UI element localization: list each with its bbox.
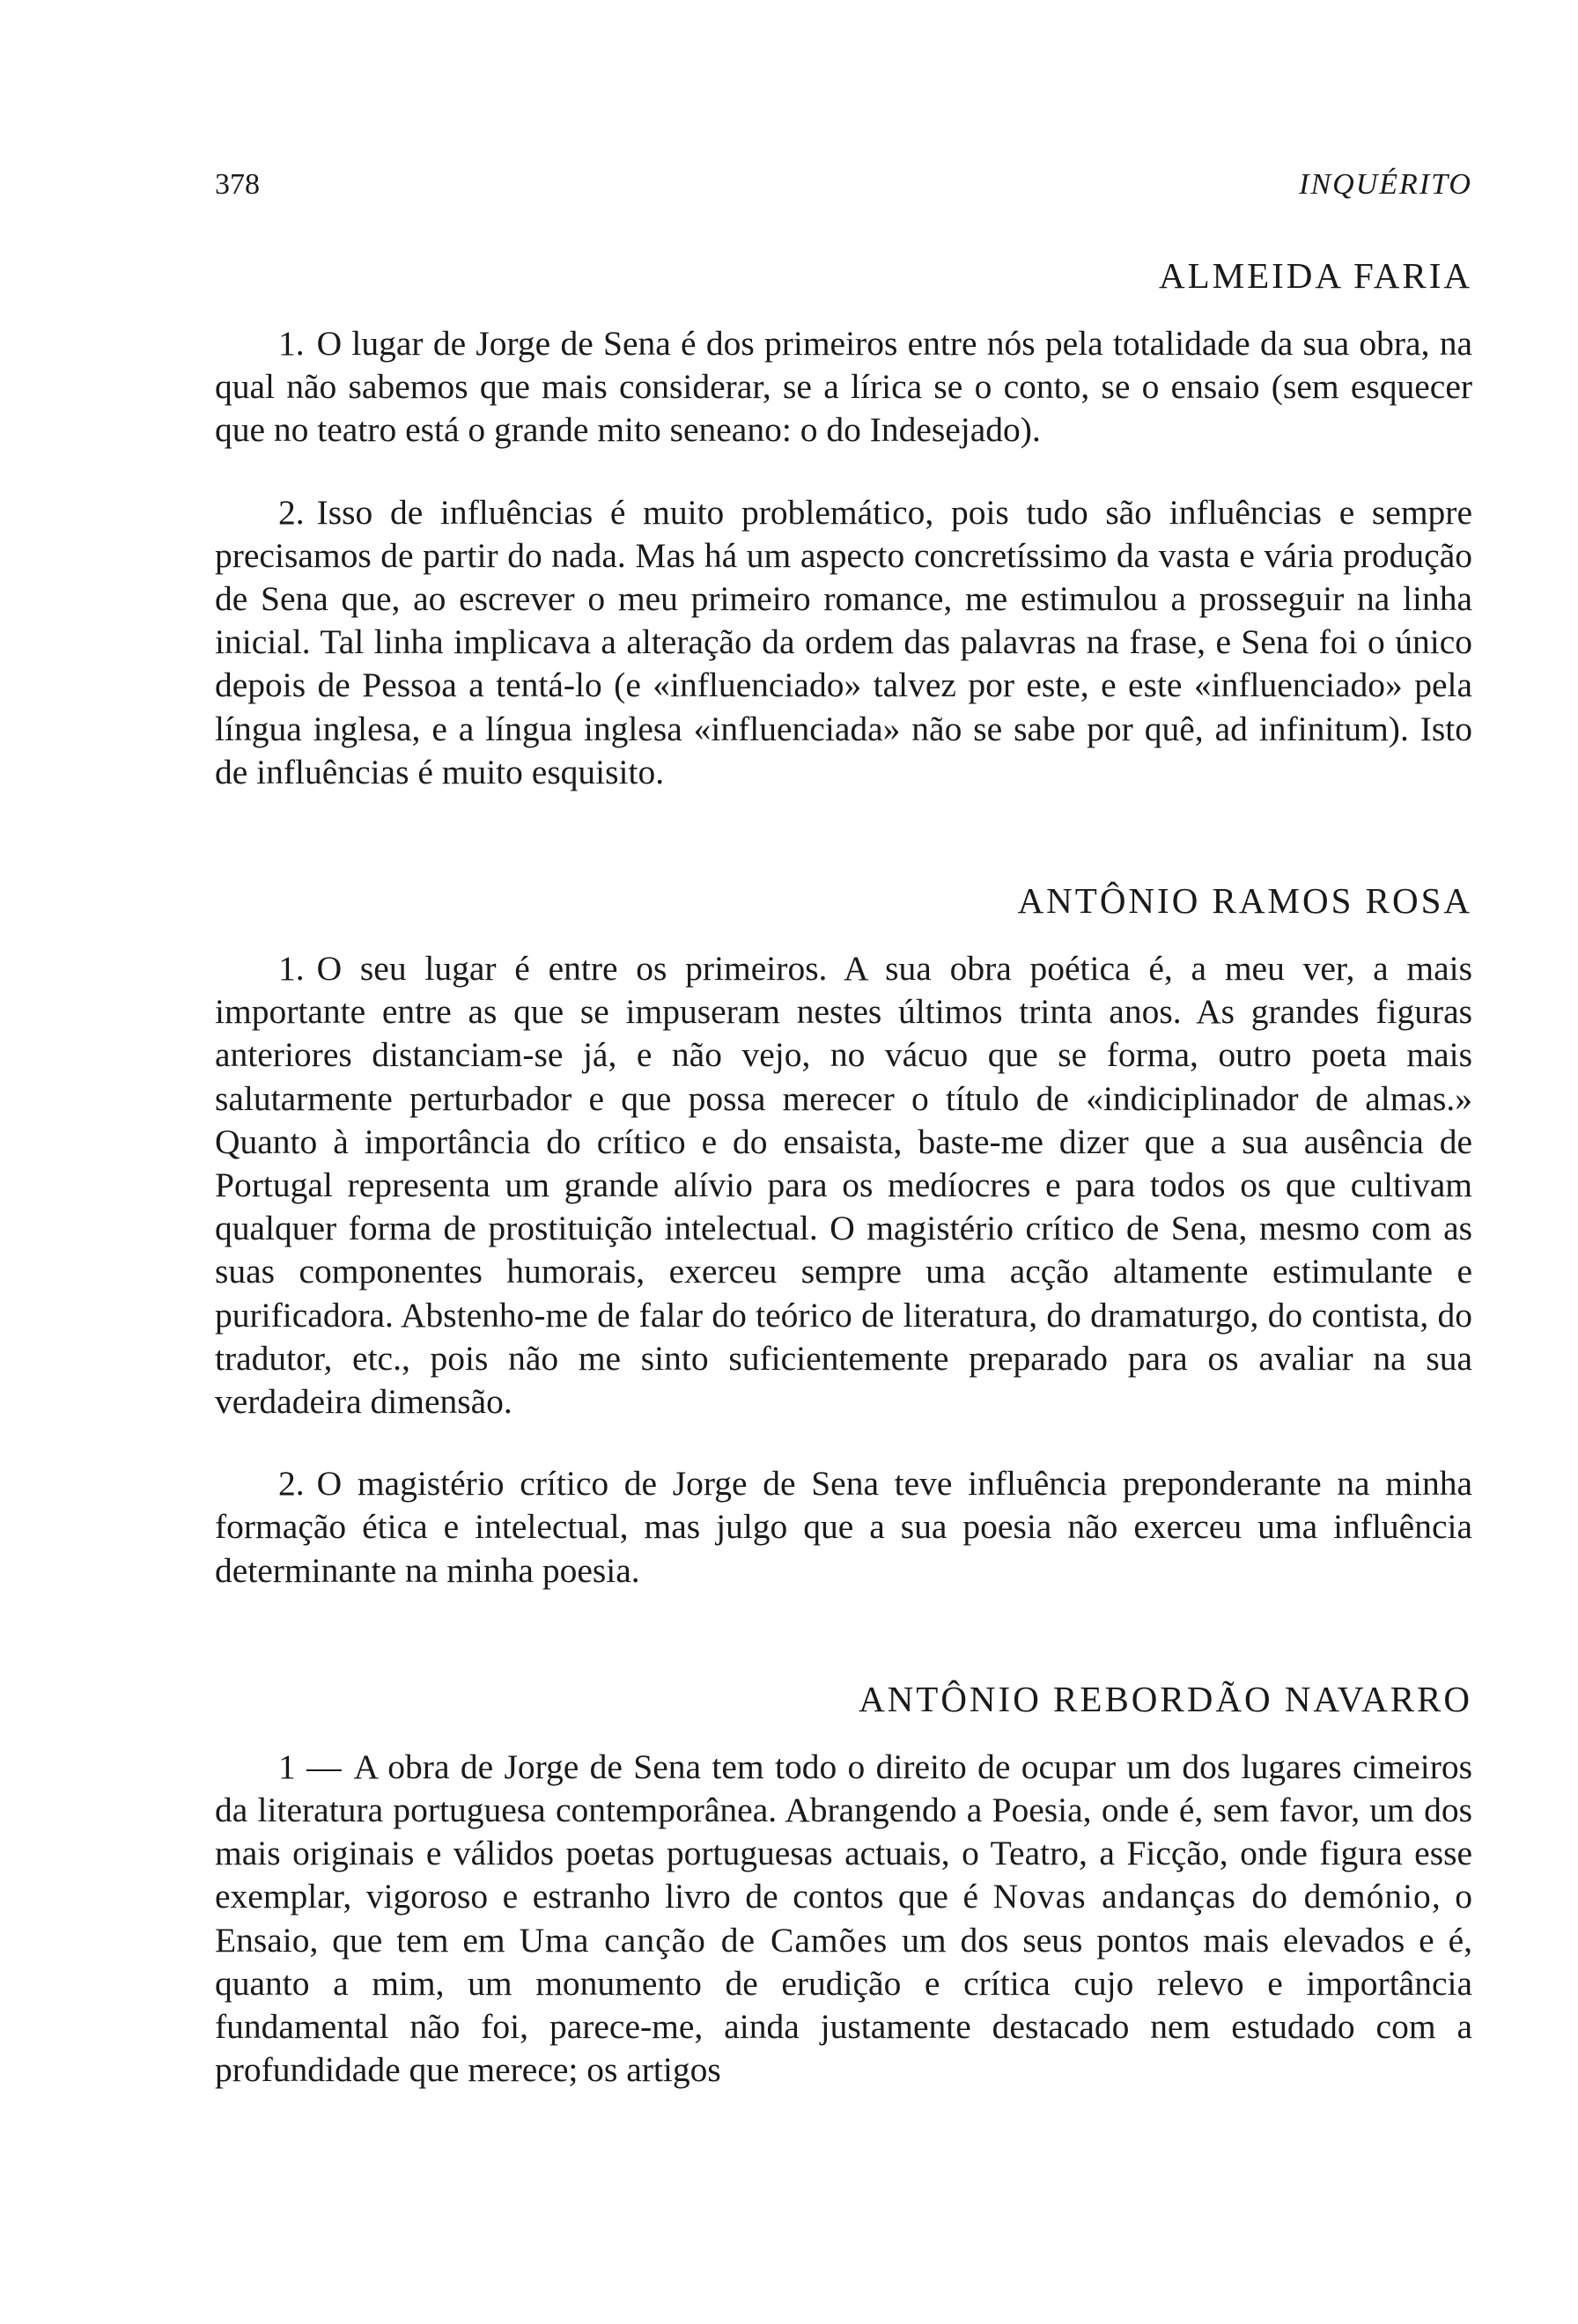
answer-text: O lugar de Jorge de Sena é dos primeiros entre nós pela totalidade da sua obra, na qual não sabemos que mais considerar, se a lírica se o conto, se o ensaio (sem esquecer que no teatro está o grande mito seneano: o do Indesejado). xyxy=(215,324,1472,450)
answer-number: 1. xyxy=(278,324,305,363)
page-number: 378 xyxy=(215,168,260,201)
answer-paragraph xyxy=(215,947,1472,1423)
book-title: Novas andanças do demónio xyxy=(992,1877,1432,1916)
running-title: INQUÉRITO xyxy=(1299,168,1472,201)
section-almeida-faria xyxy=(215,254,1472,794)
answer-number: 2. xyxy=(278,492,305,532)
section-author-heading: ALMEIDA FARIA xyxy=(1159,255,1472,296)
answer-text: A obra de Jorge de Sena tem todo o direito de ocupar um dos lugares cimeiros da literatura portuguesa contemporânea. Abrangendo a Poesia, onde é, sem favor, um dos mais originais e válidos poetas portuguesas actuais, o Teatro, a Ficção, onde figura esse exemplar, vigoroso e estranho livro de contos que é xyxy=(215,1747,1473,1916)
section-author-heading: ANTÔNIO RAMOS ROSA xyxy=(1017,880,1472,922)
answer-number: 1. xyxy=(278,949,305,989)
answer-number: 1 — xyxy=(278,1747,342,1786)
answer-paragraph xyxy=(215,491,1472,794)
answer-paragraph xyxy=(215,322,1472,452)
answer-text: , o Ensaio, que tem em xyxy=(215,1877,1473,1960)
section-author-heading: ANTÔNIO REBORDÃO NAVARRO xyxy=(859,1678,1472,1719)
document-page xyxy=(215,167,1472,2092)
book-title: Uma canção de Camões xyxy=(519,1920,889,1960)
answer-paragraph xyxy=(215,1462,1472,1592)
section-antonio-rebordao-navarro xyxy=(215,1677,1472,2092)
page-header xyxy=(215,167,1472,202)
answer-text: um dos seus pontos mais elevados e é, quanto a mim, um monumento de erudição e crítica cujo relevo e importância fundamental não foi, parece-me, ainda justamente destacado nem estudado com a profundidade que merece; os artigos xyxy=(215,1920,1473,2090)
answer-paragraph xyxy=(215,1746,1472,2092)
answer-text: O magistério crítico de Jorge de Sena teve influência preponderante na minha formação ética e intelectual, mas julgo que a sua poesia não exerceu uma influência determinante na minha poesia. xyxy=(215,1464,1472,1590)
section-antonio-ramos-rosa xyxy=(215,879,1472,1592)
answer-text: O seu lugar é entre os primeiros. A sua obra poética é, a meu ver, a mais importante entre as que se impuseram nestes últimos trinta anos. As grandes figuras anteriores distanciam-se já, e não vejo, no vácuo que se forma, outro poeta mais salutarmente perturbador e que possa merecer o título de «indiciplinador de almas.» Quanto à importância do crítico e do ensaista, baste-me dizer que a sua ausência de Portugal representa um grande alívio para os medíocres e para todos os que cultivam qualquer forma de prostituição intelectual. O magistério crítico de Sena, mesmo com as suas componentes humorais, exerceu sempre uma acção altamente estimulante e purificadora. Abstenho-me de falar do teórico de literatura, do dramaturgo, do contista, do tradutor, etc., pois não me sinto suficientemente preparado para os avaliar na sua verdadeira dimensão. xyxy=(215,949,1472,1422)
answer-number: 2. xyxy=(278,1464,305,1504)
answer-text: Isso de influências é muito problemático, pois tudo são influências e sempre precisamos de partir do nada. Mas há um aspecto concretíssimo da vasta e vária produção de Sena que, ao escrever o meu primeiro romance, me estimulou a prosseguir na linha inicial. Tal linha implicava a alteração da ordem das palavras na frase, e Sena foi o único depois de Pessoa a tentá-lo (e «influenciado» talvez por este, e este «influenciado» pela língua inglesa, e a língua inglesa «influenciada» não se sabe por quê, ad infinitum). Isto de influências é muito esquisito. xyxy=(215,492,1472,791)
